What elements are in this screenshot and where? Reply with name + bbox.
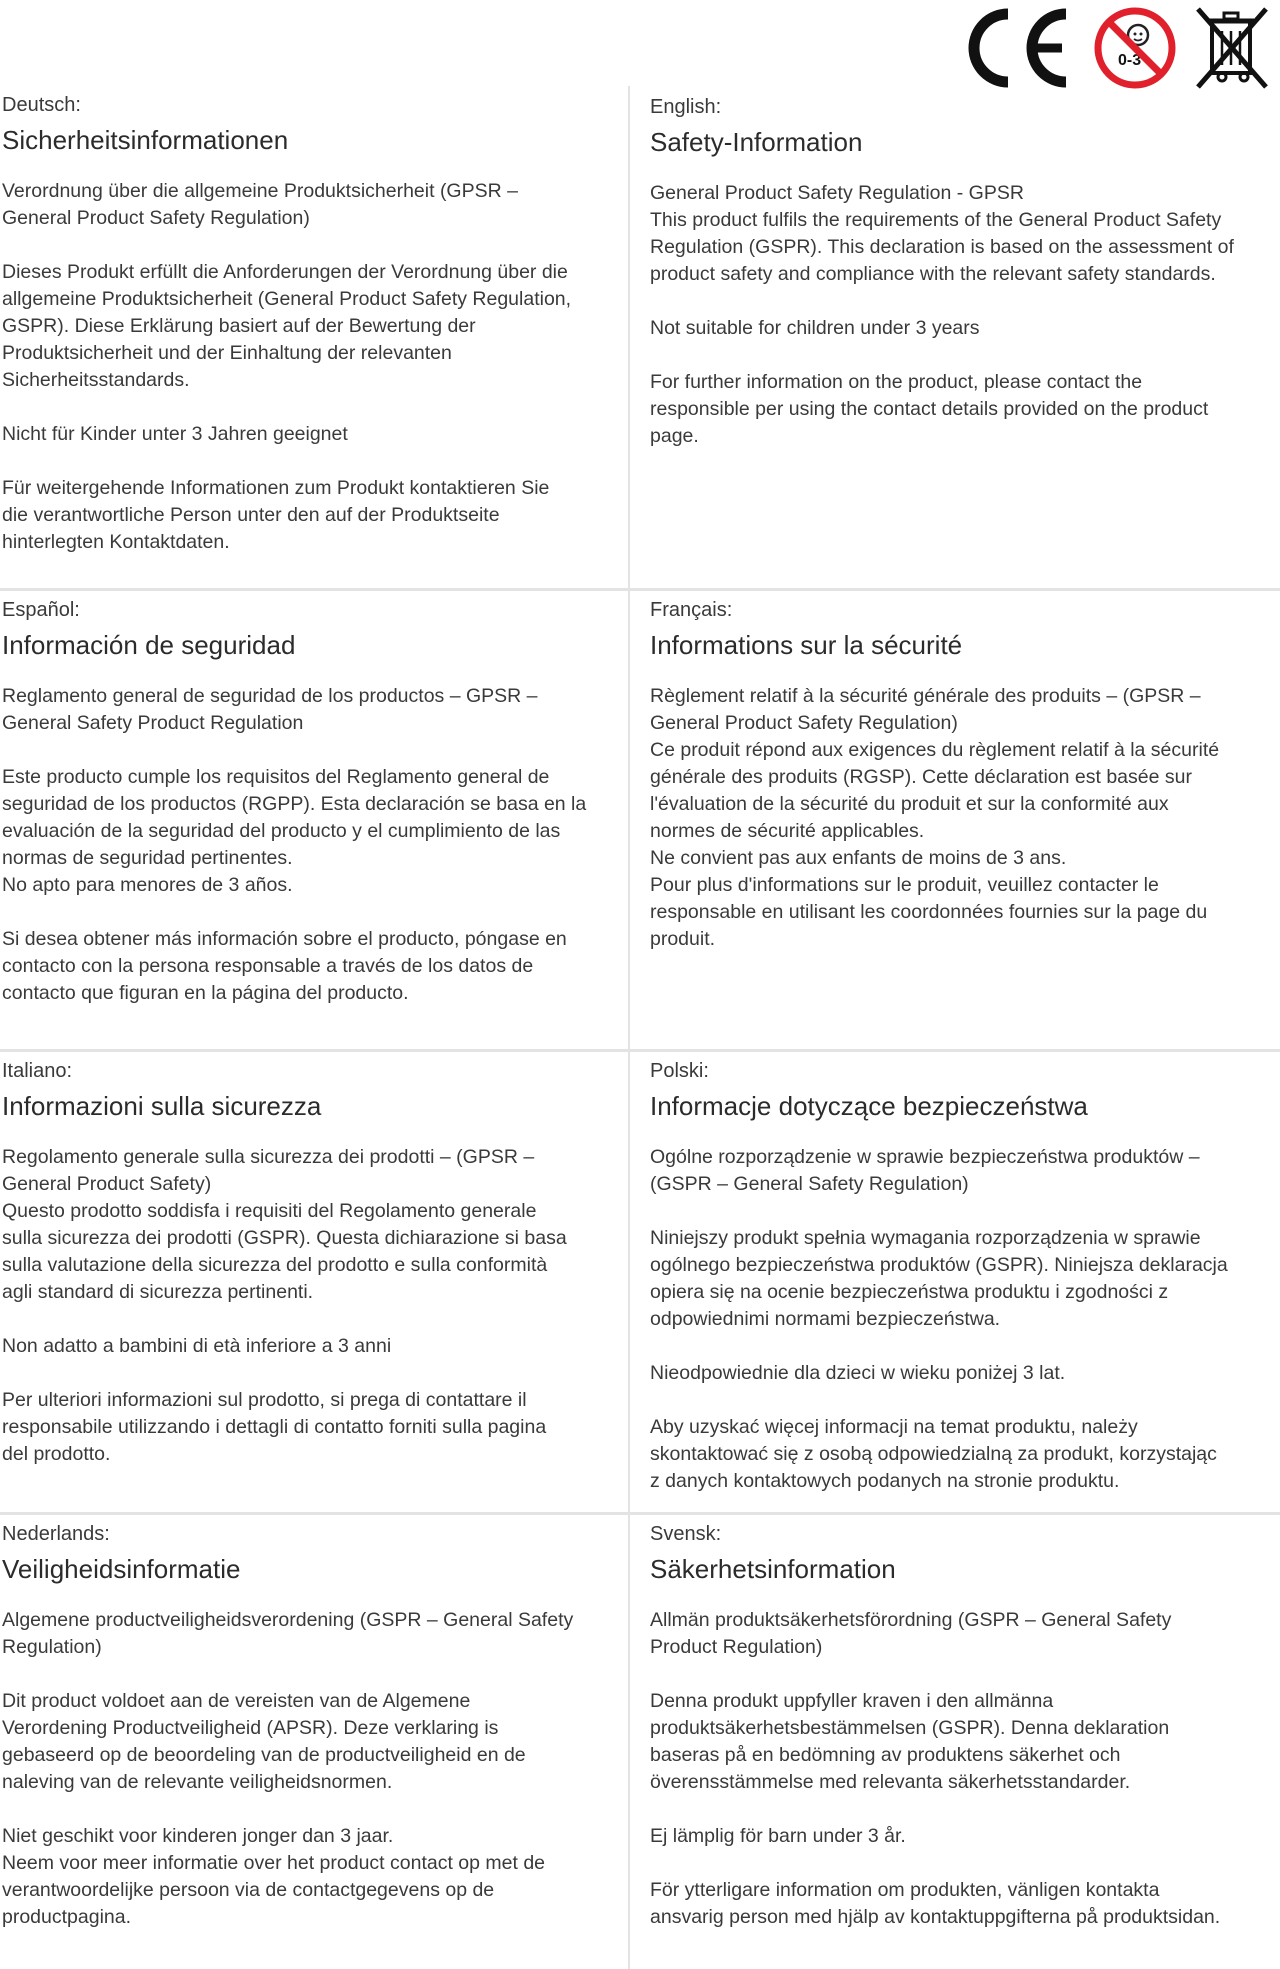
paragraph: Nicht für Kinder unter 3 Jahren geeignet	[2, 423, 348, 445]
paragraph: Not suitable for children under 3 years	[650, 317, 980, 339]
paragraph: Reglamento general de seguridad de los productos – GPSR – General Safety Product Regulation	[2, 685, 538, 734]
not-for-0-3-icon	[1092, 5, 1178, 91]
section-title: Información de seguridad	[2, 630, 296, 660]
paragraph: För ytterligare information om produkten, vänligen kontakta ansvarig person med hjälp av kontaktuppgifterna på produktsidan.	[650, 1879, 1221, 1928]
paragraph: Ogólne rozporządzenie w sprawie bezpieczeństwa produktów – (GSPR – General Safety Regulation)	[650, 1146, 1200, 1195]
language-label: Français:	[650, 599, 733, 621]
paragraph: Für weitergehende Informationen zum Produkt kontaktieren Sie die verantwortliche Person unter den auf der Produktseite hinterlegten Kontaktdaten.	[2, 477, 550, 553]
certification-icons	[958, 2, 1272, 94]
section-row	[0, 86, 1280, 588]
language-label: English:	[650, 96, 722, 118]
paragraph: Verordnung über die allgemeine Produktsicherheit (GPSR – General Product Safety Regulation)	[2, 180, 518, 229]
section-english	[628, 86, 1280, 588]
section-row	[0, 588, 1280, 1049]
paragraph: Denna produkt uppfyller kraven i den allmänna produktsäkerhetsbestämmelsen (GSPR). Denna deklaration baseras på en bedömning av produktens säkerhet och överensstämmelse med relevanta säkerhetsstandarder.	[650, 1690, 1170, 1793]
paragraph: General Product Safety Regulation - GPSR This product fulfils the requirements of the General Product Safety Regulation (GSPR). This declaration is based on the assessment of product safety and compliance with the relevant safety standards.	[650, 182, 1234, 285]
section-francais	[628, 591, 1280, 1049]
section-row	[0, 1049, 1280, 1512]
section-polski	[628, 1052, 1280, 1512]
section-title: Sicherheitsinformationen	[2, 125, 289, 155]
language-label: Español:	[2, 599, 80, 621]
language-label: Nederlands:	[2, 1523, 110, 1545]
section-title: Safety-Information	[650, 127, 863, 157]
section-title: Informazioni sulla sicurezza	[2, 1091, 322, 1121]
paragraph: Niniejszy produkt spełnia wymagania rozporządzenia w sprawie ogólnego bezpieczeństwa produktów (GSPR). Niniejsza deklaracja opiera się na ocenie bezpieczeństwa produktu i zgodności z odpowiednimi normami bezpieczeństwa.	[650, 1227, 1228, 1330]
ce-mark-icon	[958, 6, 1078, 90]
section-deutsch	[0, 86, 628, 588]
language-label: Deutsch:	[2, 94, 81, 116]
paragraph: Non adatto a bambini di età inferiore a 3 anni	[2, 1335, 392, 1357]
language-label: Polski:	[650, 1060, 709, 1082]
section-title: Veiligheidsinformatie	[2, 1554, 241, 1584]
paragraph: Regolamento generale sulla sicurezza dei prodotti – (GPSR – General Product Safety) Questo prodotto soddisfa i requisiti del Regolamento generale sulla sicurezza dei prodotti (GSPR). Questa dichiarazione si basa sulla valutazione della sicurezza del prodotto e sulla conformità agli standard di sicurezza pertinenti.	[2, 1146, 567, 1303]
paragraph: Dieses Produkt erfüllt die Anforderungen der Verordnung über die allgemeine Produktsicherheit (General Product Safety Regulation, GSPR). Diese Erklärung basiert auf der Bewertung der Produktsicherheit und der Einhaltung der relevanten Sicherheitsstandards.	[2, 261, 572, 391]
language-label: Svensk:	[650, 1523, 722, 1545]
paragraph: Ej lämplig för barn under 3 år.	[650, 1825, 906, 1847]
age-label: 0-3	[1118, 52, 1142, 69]
section-svensk	[628, 1515, 1280, 1969]
section-italiano	[0, 1052, 628, 1512]
section-title: Säkerhetsinformation	[650, 1554, 896, 1584]
paragraph: Este producto cumple los requisitos del Reglamento general de seguridad de los productos (RGPP). Esta declaración se basa en la evaluación de la seguridad del producto y el cumplimiento de las normas de seguridad pertinentes. No apto para menores de 3 años.	[2, 766, 587, 896]
safety-info-grid	[0, 86, 1280, 1969]
section-espanol	[0, 591, 628, 1049]
section-row	[0, 1512, 1280, 1969]
crossed-out-bin-icon	[1192, 3, 1272, 93]
section-title: Informations sur la sécurité	[650, 630, 963, 660]
paragraph: Si desea obtener más información sobre el producto, póngase en contacto con la persona responsable a través de los datos de contacto que figuran en la página del producto.	[2, 928, 567, 1004]
paragraph: Allmän produktsäkerhetsförordning (GSPR – General Safety Product Regulation)	[650, 1609, 1172, 1658]
paragraph: Dit product voldoet aan de vereisten van de Algemene Verordening Productveiligheid (APSR). Deze verklaring is gebaseerd op de beoordeling van de productveiligheid en de naleving van de relevante veiligheidsnormen.	[2, 1690, 526, 1793]
paragraph: Aby uzyskać więcej informacji na temat produktu, należy skontaktować się z osobą odpowiedzialną za produkt, korzystając z danych kontaktowych podanych na stronie produktu.	[650, 1416, 1217, 1492]
section-nederlands	[0, 1515, 628, 1969]
paragraph: Per ulteriori informazioni sul prodotto, si prega di contattare il responsabile utilizzando i dettagli di contatto forniti sulla pagina del prodotto.	[2, 1389, 547, 1465]
paragraph: Nieodpowiednie dla dzieci w wieku poniżej 3 lat.	[650, 1362, 1066, 1384]
paragraph: For further information on the product, please contact the responsible per using the contact details provided on the product page.	[650, 371, 1209, 447]
language-label: Italiano:	[2, 1060, 73, 1082]
section-title: Informacje dotyczące bezpieczeństwa	[650, 1091, 1088, 1121]
paragraph: Algemene productveiligheidsverordening (GSPR – General Safety Regulation)	[2, 1609, 574, 1658]
paragraph: Niet geschikt voor kinderen jonger dan 3 jaar. Neem voor meer informatie over het product contact op met de verantwoordelijke persoon via de contactgegevens op de productpagina.	[2, 1825, 546, 1928]
paragraph: Règlement relatif à la sécurité générale des produits – (GPSR – General Product Safety Regulation) Ce produit répond aux exigences du règlement relatif à la sécurité générale des produits (RGSP). Cette déclaration est basée sur l'évaluation de la sécurité du produit et sur la conformité aux normes de sécurité applicables. Ne convient pas aux enfants de moins de 3 ans. Pour plus d'informations sur le produit, veuillez contacter le responsable en utilisant les coordonnées fournies sur la page du produit.	[650, 685, 1220, 950]
